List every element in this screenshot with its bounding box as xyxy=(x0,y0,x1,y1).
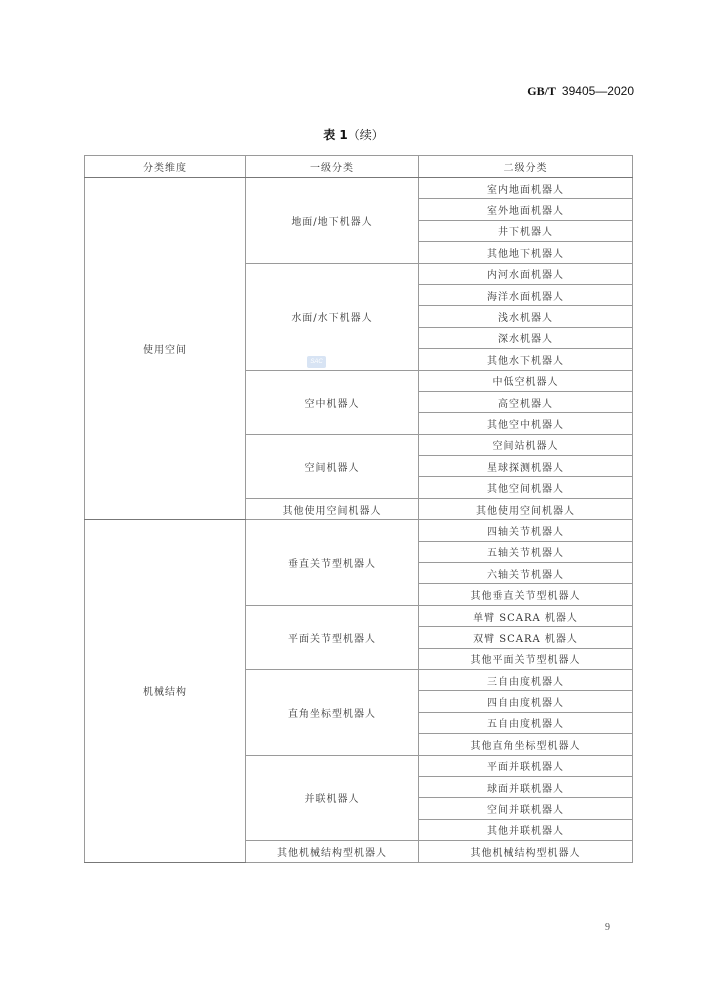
table-header-row xyxy=(85,156,633,178)
sac-watermark: SAC xyxy=(307,356,326,368)
classification-table xyxy=(84,155,633,863)
level2-cell: 五轴关节机器人 xyxy=(419,541,633,562)
level2-cell: 高空机器人 xyxy=(419,391,633,412)
level1-cell: 地面/地下机器人 xyxy=(246,178,419,264)
level2-cell: 室外地面机器人 xyxy=(419,199,633,220)
level2-cell: 四自由度机器人 xyxy=(419,691,633,712)
level2-cell: 星球探测机器人 xyxy=(419,456,633,477)
level2-cell: 井下机器人 xyxy=(419,220,633,241)
level2-cell: 其他空间机器人 xyxy=(419,477,633,498)
level2-cell: 其他平面关节型机器人 xyxy=(419,648,633,669)
level2-cell: 平面并联机器人 xyxy=(419,755,633,776)
level2-cell: 空间并联机器人 xyxy=(419,798,633,819)
page-number: 9 xyxy=(605,922,610,933)
level2-cell: 其他水下机器人 xyxy=(419,349,633,370)
level2-cell: 海洋水面机器人 xyxy=(419,284,633,305)
level2-cell: 其他地下机器人 xyxy=(419,242,633,263)
column-header: 分类维度 xyxy=(85,156,246,178)
dimension-cell: 机械结构 xyxy=(85,520,246,862)
level2-cell: 其他并联机器人 xyxy=(419,819,633,840)
table-row xyxy=(85,178,633,199)
standard-code xyxy=(520,84,634,99)
level1-cell: 并联机器人 xyxy=(246,755,419,841)
table-row xyxy=(85,520,633,541)
column-header: 二级分类 xyxy=(419,156,633,178)
level2-cell: 其他机械结构型机器人 xyxy=(419,841,633,862)
level1-cell: 平面关节型机器人 xyxy=(246,605,419,669)
level2-cell: 双臂 SCARA 机器人 xyxy=(419,627,633,648)
table-label: 表 1 xyxy=(323,128,348,142)
level2-cell: 其他使用空间机器人 xyxy=(419,498,633,519)
standard-prefix: GB/T xyxy=(527,84,556,98)
level2-cell: 四轴关节机器人 xyxy=(419,520,633,541)
level2-cell: 其他空中机器人 xyxy=(419,413,633,434)
column-header: 一级分类 xyxy=(246,156,419,178)
level2-cell: 空间站机器人 xyxy=(419,434,633,455)
level2-cell: 其他直角坐标型机器人 xyxy=(419,734,633,755)
level1-cell: 空间机器人 xyxy=(246,434,419,498)
level2-cell: 浅水机器人 xyxy=(419,306,633,327)
level2-cell: 三自由度机器人 xyxy=(419,669,633,690)
level1-cell: 直角坐标型机器人 xyxy=(246,669,419,755)
level2-cell: 内河水面机器人 xyxy=(419,263,633,284)
level2-cell: 五自由度机器人 xyxy=(419,712,633,733)
level2-cell: 深水机器人 xyxy=(419,327,633,348)
level1-cell: 垂直关节型机器人 xyxy=(246,520,419,606)
level2-cell: 中低空机器人 xyxy=(419,370,633,391)
level2-cell: 其他垂直关节型机器人 xyxy=(419,584,633,605)
standard-number: 39405—2020 xyxy=(561,84,634,98)
table-continued: （续） xyxy=(347,128,384,142)
level2-cell: 六轴关节机器人 xyxy=(419,563,633,584)
level1-cell: 其他使用空间机器人 xyxy=(246,498,419,519)
level2-cell: 室内地面机器人 xyxy=(419,178,633,199)
level2-cell: 单臂 SCARA 机器人 xyxy=(419,605,633,626)
level1-cell: 空中机器人 xyxy=(246,370,419,434)
table-title xyxy=(0,126,707,143)
level1-cell: 其他机械结构型机器人 xyxy=(246,841,419,862)
level1-cell: 水面/水下机器人 xyxy=(246,263,419,370)
dimension-cell: 使用空间 xyxy=(85,178,246,520)
level2-cell: 球面并联机器人 xyxy=(419,776,633,797)
